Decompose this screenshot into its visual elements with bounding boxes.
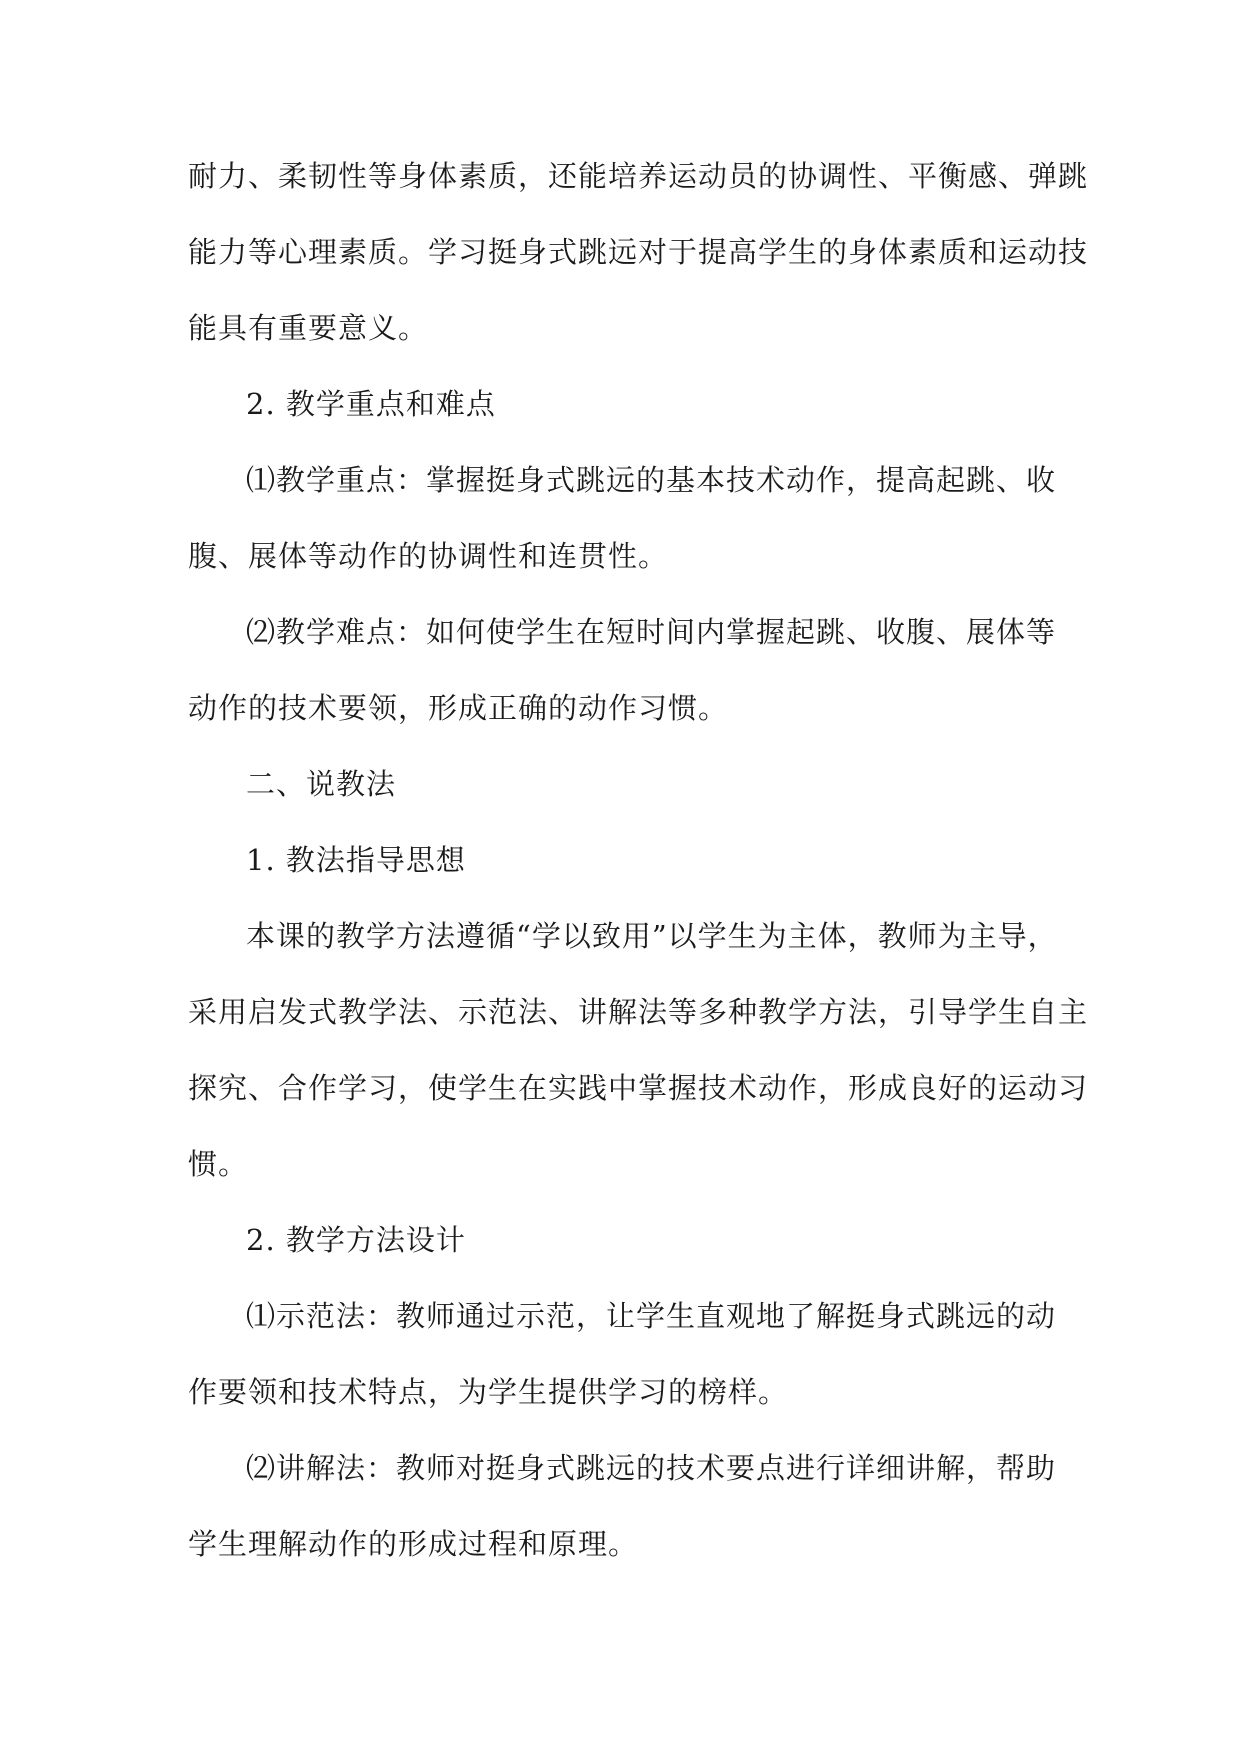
text-line: 采用启发式教学法、示范法、讲解法等多种教学方法，引导学生自主 bbox=[188, 995, 1089, 1029]
section-heading: 2. 教学方法设计 bbox=[246, 1223, 466, 1257]
text-line: 本课的教学方法遵循“学以致用”以学生为主体，教师为主导， bbox=[246, 919, 1058, 953]
section-heading: 2. 教学重点和难点 bbox=[246, 387, 496, 421]
text-line: ⑵讲解法：教师对挺身式跳远的技术要点进行详细讲解，帮助 bbox=[246, 1451, 1057, 1485]
section-heading: 1. 教法指导思想 bbox=[246, 843, 466, 877]
text-line: 动作的技术要领，形成正确的动作习惯。 bbox=[188, 691, 729, 725]
text-line: 惯。 bbox=[188, 1147, 249, 1181]
text-line: ⑵教学难点：如何使学生在短时间内掌握起跳、收腹、展体等 bbox=[246, 615, 1057, 649]
text-line: 腹、展体等动作的协调性和连贯性。 bbox=[188, 539, 669, 573]
body-text bbox=[188, 138, 1089, 1582]
section-heading: 二、说教法 bbox=[246, 767, 397, 801]
text-line: ⑴教学重点：掌握挺身式跳远的基本技术动作，提高起跳、收 bbox=[246, 463, 1057, 497]
text-line: 学生理解动作的形成过程和原理。 bbox=[188, 1527, 639, 1561]
text-line: 探究、合作学习，使学生在实践中掌握技术动作，形成良好的运动习 bbox=[188, 1071, 1089, 1105]
text-line: 耐力、柔韧性等身体素质，还能培养运动员的协调性、平衡感、弹跳 bbox=[188, 159, 1089, 193]
text-line: ⑴示范法：教师通过示范，让学生直观地了解挺身式跳远的动 bbox=[246, 1299, 1057, 1333]
text-line: 能具有重要意义。 bbox=[188, 311, 429, 345]
text-line: 作要领和技术特点，为学生提供学习的榜样。 bbox=[188, 1375, 789, 1409]
text-line: 能力等心理素质。学习挺身式跳远对于提高学生的身体素质和运动技 bbox=[188, 235, 1089, 269]
